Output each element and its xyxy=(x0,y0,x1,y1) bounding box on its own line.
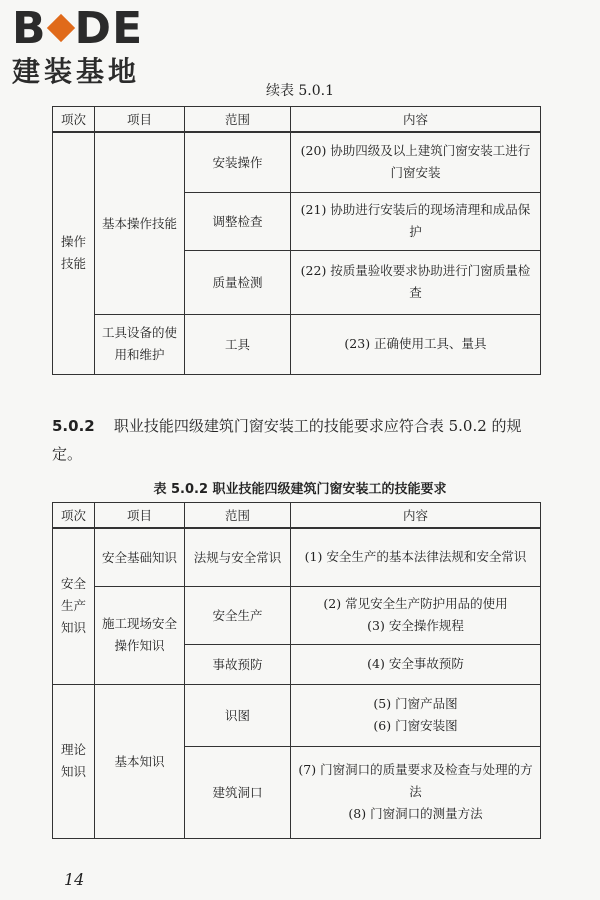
content-line: (2) 常见安全生产防护用品的使用 xyxy=(323,596,508,611)
content-line: (7) 门窗洞口的质量要求及检查与处理的方法 xyxy=(298,762,533,799)
table-5-0-2 xyxy=(52,502,541,839)
scope-cell: 调整检查 xyxy=(185,192,291,250)
category-cell: 操作技能 xyxy=(53,132,95,374)
header-content: 内容 xyxy=(291,503,541,529)
header-item: 项目 xyxy=(95,107,185,133)
content-line: (8) 门窗洞口的测量方法 xyxy=(348,806,483,821)
section-text: 职业技能四级建筑门窗安装工的技能要求应符合表 5.0.2 的规定。 xyxy=(52,417,522,463)
table2-caption: 表 5.0.2 职业技能四级建筑门窗安装工的技能要求 xyxy=(153,482,447,497)
scope-cell: 识图 xyxy=(185,684,291,746)
category-cell: 安全生产知识 xyxy=(53,528,95,684)
header-scope: 范围 xyxy=(185,107,291,133)
header-index: 项次 xyxy=(53,107,95,133)
content-cell: (1) 安全生产的基本法律法规和安全常识 xyxy=(291,528,541,586)
item-cell: 工具设备的使用和维护 xyxy=(95,314,185,374)
section-number: 5.0.2 xyxy=(52,417,95,435)
category-cell: 理论知识 xyxy=(53,684,95,838)
scope-cell: 事故预防 xyxy=(185,644,291,684)
content-cell: (23) 正确使用工具、量具 xyxy=(291,314,541,374)
header-content: 内容 xyxy=(291,107,541,133)
content-cell: (22) 按质量验收要求协助进行门窗质量检查 xyxy=(291,250,541,314)
table-row xyxy=(53,684,541,746)
table-row xyxy=(53,314,541,374)
content-cell: (21) 协助进行安装后的现场清理和成品保护 xyxy=(291,192,541,250)
scope-cell: 法规与安全常识 xyxy=(185,528,291,586)
table-5-0-1-continued xyxy=(52,106,541,375)
logo-wordmark: B DE xyxy=(12,3,144,54)
logo-diamond-icon xyxy=(46,14,74,42)
table-header-row xyxy=(53,503,541,529)
scope-cell: 安全生产 xyxy=(185,586,291,644)
scope-cell: 安装操作 xyxy=(185,132,291,192)
item-cell: 安全基础知识 xyxy=(95,528,185,586)
content-cell xyxy=(291,586,541,644)
table-header-row xyxy=(53,107,541,133)
logo xyxy=(12,3,182,88)
content-cell xyxy=(291,684,541,746)
header-item: 项目 xyxy=(95,503,185,529)
section-5-0-2-paragraph xyxy=(52,412,548,468)
item-cell: 基本知识 xyxy=(95,684,185,838)
scope-cell: 建筑洞口 xyxy=(185,746,291,838)
scope-cell: 工具 xyxy=(185,314,291,374)
table-row xyxy=(53,528,541,586)
item-cell: 基本操作技能 xyxy=(95,132,185,314)
page-number: 14 xyxy=(64,870,85,889)
scope-cell: 质量检测 xyxy=(185,250,291,314)
table-row xyxy=(53,132,541,192)
content-line: (5) 门窗产品图 xyxy=(373,696,458,711)
header-index: 项次 xyxy=(53,503,95,529)
content-line: (6) 门窗安装图 xyxy=(373,718,458,733)
table1-caption: 续表 5.0.1 xyxy=(265,83,335,99)
content-cell: (20) 协助四级及以上建筑门窗安装工进行门窗安装 xyxy=(291,132,541,192)
content-line: (3) 安全操作规程 xyxy=(367,618,464,633)
content-cell xyxy=(291,746,541,838)
content-cell: (4) 安全事故预防 xyxy=(291,644,541,684)
table-row xyxy=(53,586,541,644)
logo-subtitle: 建装基地 xyxy=(12,55,141,88)
item-cell: 施工现场安全操作知识 xyxy=(95,586,185,684)
header-scope: 范围 xyxy=(185,503,291,529)
